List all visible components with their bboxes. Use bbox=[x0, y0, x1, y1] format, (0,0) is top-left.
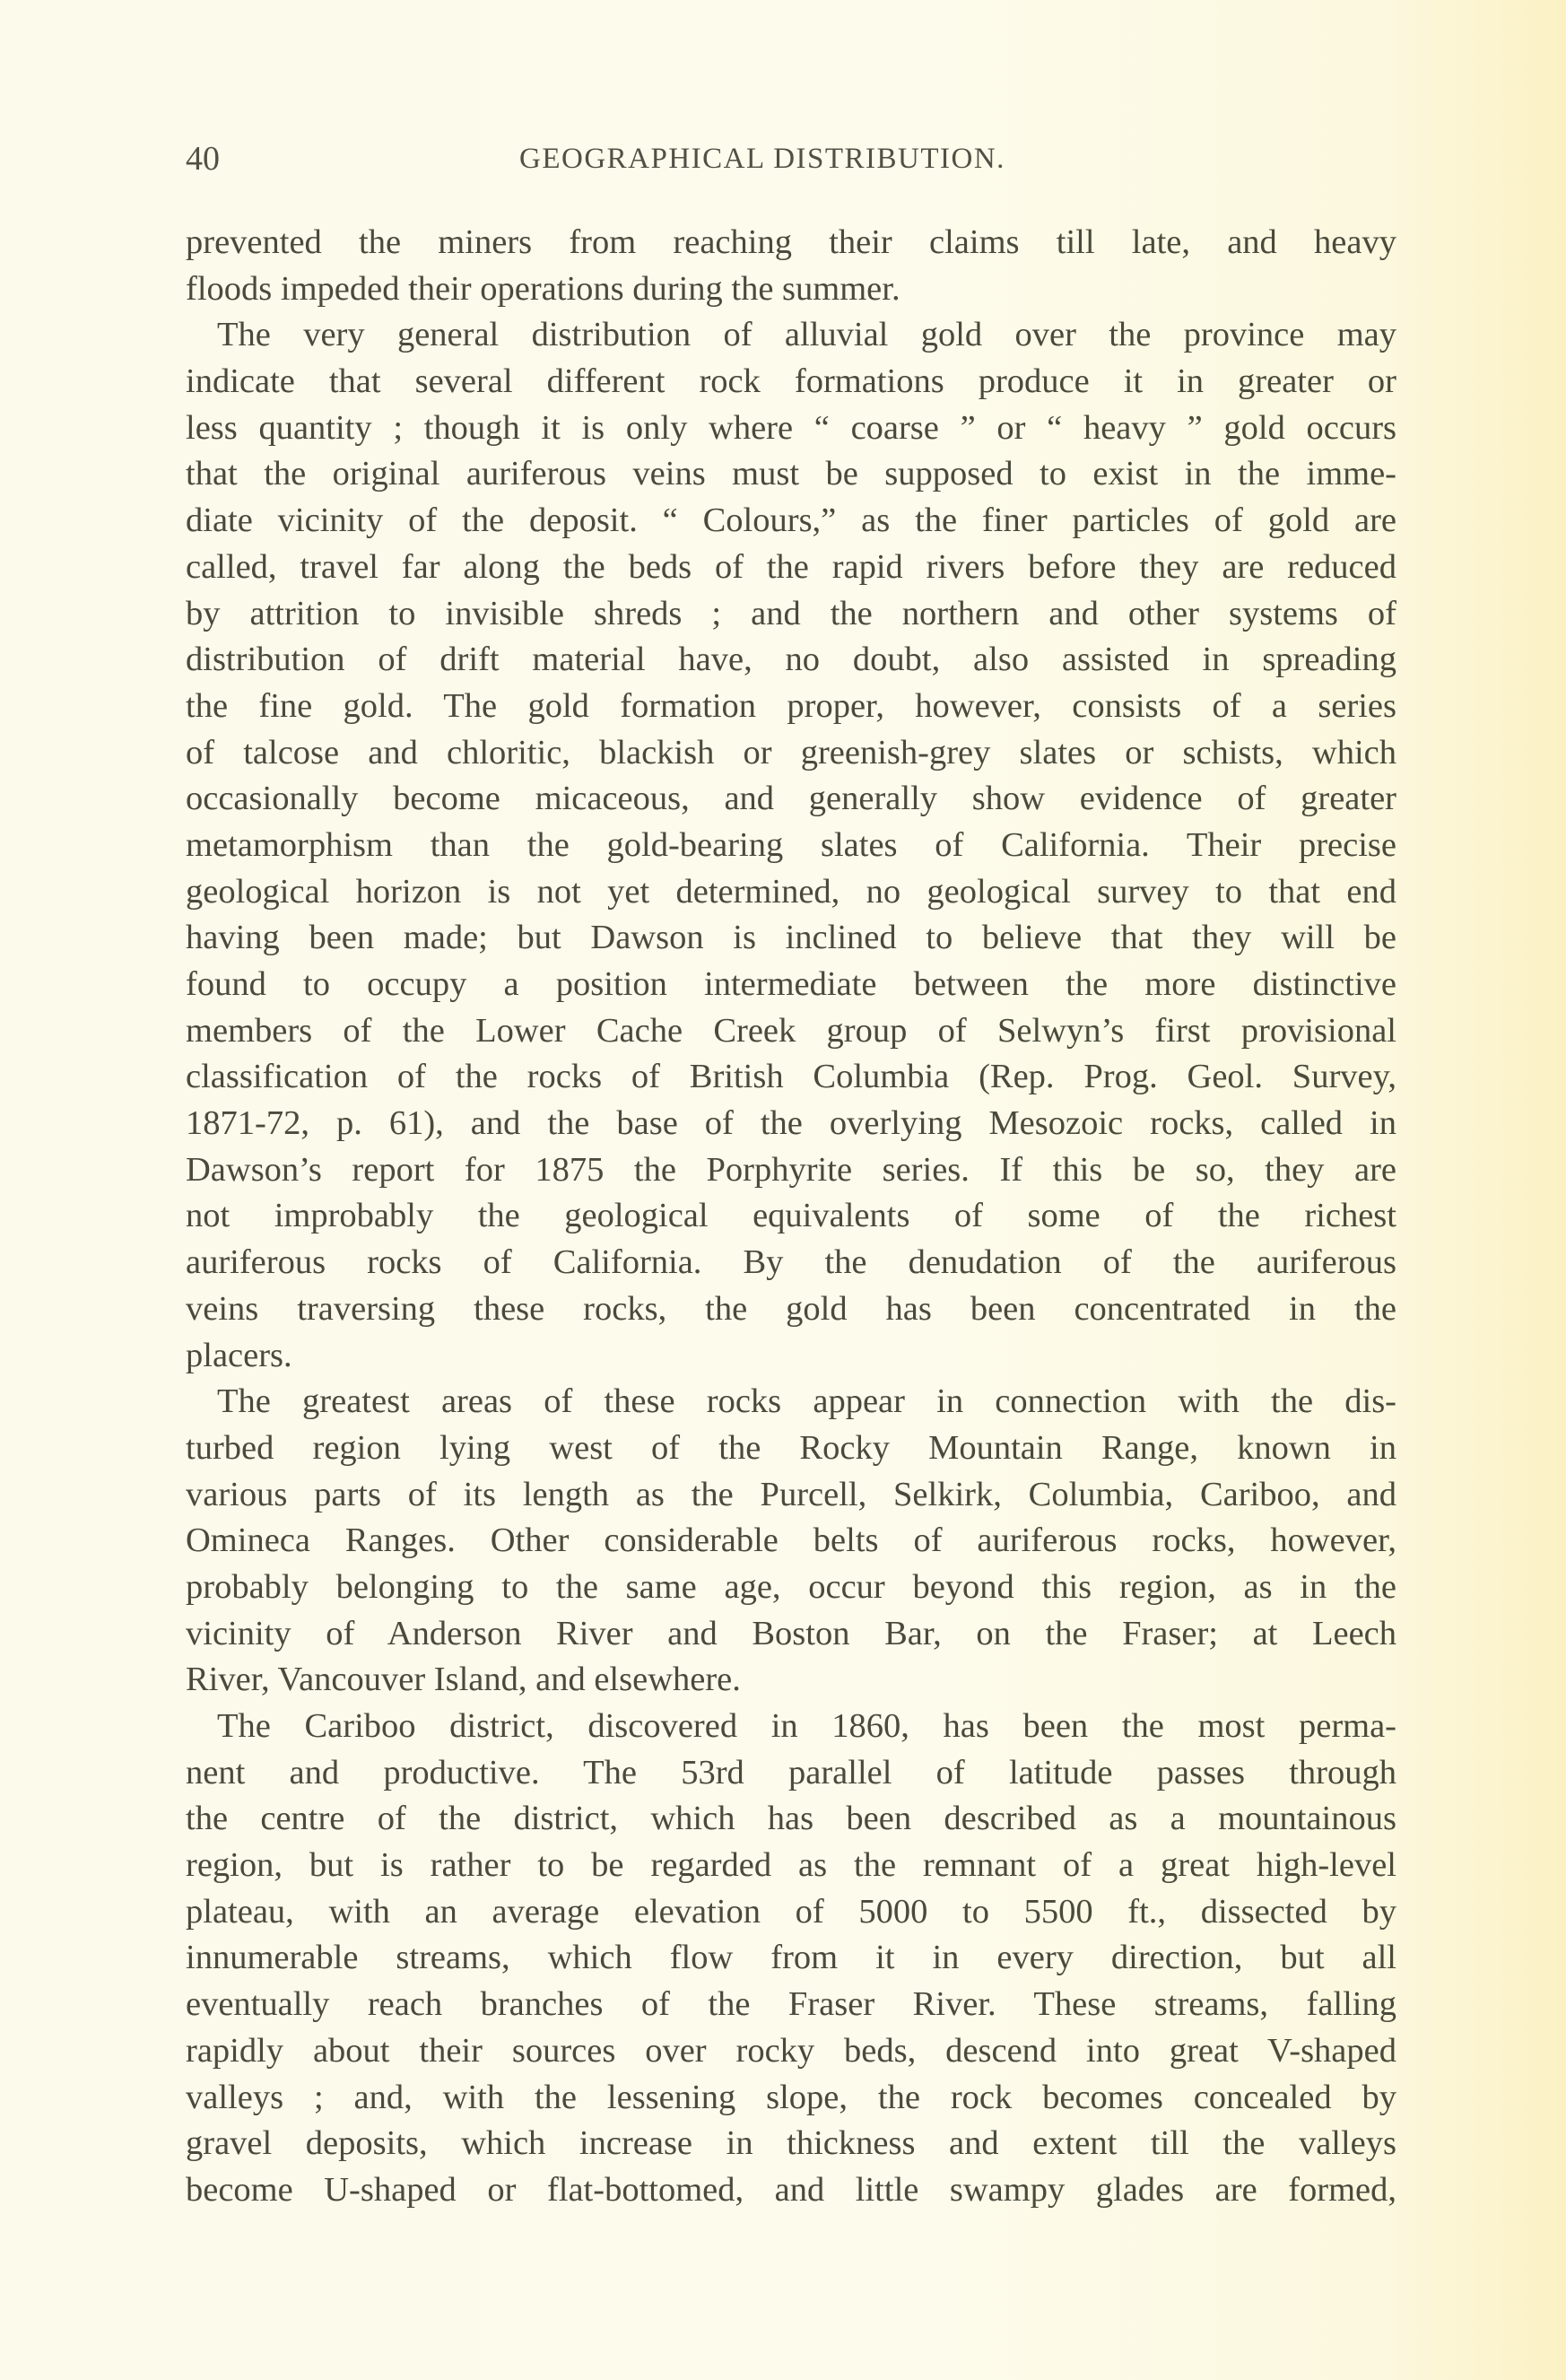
text-line: metamorphism than the gold-bearing slates of California. Their precise bbox=[186, 825, 1396, 864]
text-line: that the original auriferous veins must be supposed to exist in the imme- bbox=[186, 455, 1396, 493]
running-title: GEOGRAPHICAL DISTRIBUTION. bbox=[519, 143, 1005, 175]
text-line: vicinity of Anderson River and Boston Bar, on the Fraser; at Leech bbox=[186, 1614, 1396, 1652]
text-line: less quantity ; though it is only where “ coarse ” or “ heavy ” gold occurs bbox=[186, 408, 1396, 447]
text-line: the centre of the district, which has been described as a mountainous bbox=[186, 1800, 1396, 1838]
text-line: members of the Lower Cache Creek group of Selwyn’s first provisional bbox=[186, 1011, 1396, 1050]
text-line: geological horizon is not yet determined, no geological survey to that end bbox=[186, 872, 1396, 911]
text-line: 1871-72, p. 61), and the base of the overlying Mesozoic rocks, called in bbox=[186, 1104, 1396, 1143]
text-line: the fine gold. The gold formation proper, however, consists of a series bbox=[186, 686, 1396, 725]
text-line: gravel deposits, which increase in thickness and extent till the valleys bbox=[186, 2124, 1396, 2163]
text-line: by attrition to invisible shreds ; and the northern and other systems of bbox=[186, 594, 1396, 632]
text-line: classification of the rocks of British Columbia (Rep. Prog. Geol. Survey, bbox=[186, 1058, 1396, 1096]
text-line: floods impeded their operations during the summer. bbox=[186, 269, 900, 308]
text-line: placers. bbox=[186, 1336, 292, 1374]
text-line: probably belonging to the same age, occur beyond this region, as in the bbox=[186, 1567, 1396, 1606]
text-line: diate vicinity of the deposit. “ Colours,” as the finer particles of gold are bbox=[186, 501, 1396, 540]
text-line: become U-shaped or flat-bottomed, and little swampy glades are formed, bbox=[186, 2170, 1396, 2209]
body-text bbox=[186, 220, 1396, 2214]
text-line: River, Vancouver Island, and elsewhere. bbox=[186, 1661, 741, 1699]
running-head bbox=[186, 139, 1396, 179]
text-line: not improbably the geological equivalents of some of the richest bbox=[186, 1197, 1396, 1235]
paragraph-first-line: The very general distribution of alluvial gold over the province may bbox=[217, 316, 1396, 354]
text-line: of talcose and chloritic, blackish or greenish-grey slates or schists, which bbox=[186, 733, 1396, 772]
text-line: having been made; but Dawson is inclined to believe that they will be bbox=[186, 919, 1396, 957]
text-line: distribution of drift material have, no doubt, also assisted in spreading bbox=[186, 641, 1396, 679]
text-line: Omineca Ranges. Other considerable belts of auriferous rocks, however, bbox=[186, 1521, 1396, 1560]
text-line: turbed region lying west of the Rocky Mountain Range, known in bbox=[186, 1428, 1396, 1467]
text-line: veins traversing these rocks, the gold has been concentrated in the bbox=[186, 1289, 1396, 1328]
text-line: found to occupy a position intermediate between the more distinctive bbox=[186, 965, 1396, 1003]
text-line: auriferous rocks of California. By the denudation of the auriferous bbox=[186, 1243, 1396, 1282]
text-line: prevented the miners from reaching their claims till late, and heavy bbox=[186, 223, 1396, 261]
text-line: occasionally become micaceous, and generally show evidence of greater bbox=[186, 780, 1396, 818]
text-line: innumerable streams, which flow from it in every direction, but all bbox=[186, 1939, 1396, 1977]
text-line: plateau, with an average elevation of 5000 to 5500 ft., dissected by bbox=[186, 1892, 1396, 1931]
text-line: various parts of its length as the Purcell, Selkirk, Columbia, Cariboo, and bbox=[186, 1475, 1396, 1513]
text-line: called, travel far along the beds of the rapid rivers before they are reduced bbox=[186, 547, 1396, 586]
text-line: region, but is rather to be regarded as the remnant of a great high-level bbox=[186, 1846, 1396, 1885]
text-line: valleys ; and, with the lessening slope, the rock becomes concealed by bbox=[186, 2078, 1396, 2116]
text-line: indicate that several different rock formations produce it in greater or bbox=[186, 362, 1396, 401]
text-line: Dawson’s report for 1875 the Porphyrite series. If this be so, they are bbox=[186, 1150, 1396, 1189]
text-line: nent and productive. The 53rd parallel of latitude passes through bbox=[186, 1753, 1396, 1792]
paragraph-first-line: The greatest areas of these rocks appear in connection with the dis- bbox=[217, 1382, 1396, 1421]
page-number: 40 bbox=[186, 140, 220, 178]
text-line: rapidly about their sources over rocky beds, descend into great V-shaped bbox=[186, 2031, 1396, 2070]
paragraph-first-line: The Cariboo district, discovered in 1860, has been the most perma- bbox=[217, 1707, 1396, 1745]
text-line: eventually reach branches of the Fraser River. These streams, falling bbox=[186, 1985, 1396, 2024]
